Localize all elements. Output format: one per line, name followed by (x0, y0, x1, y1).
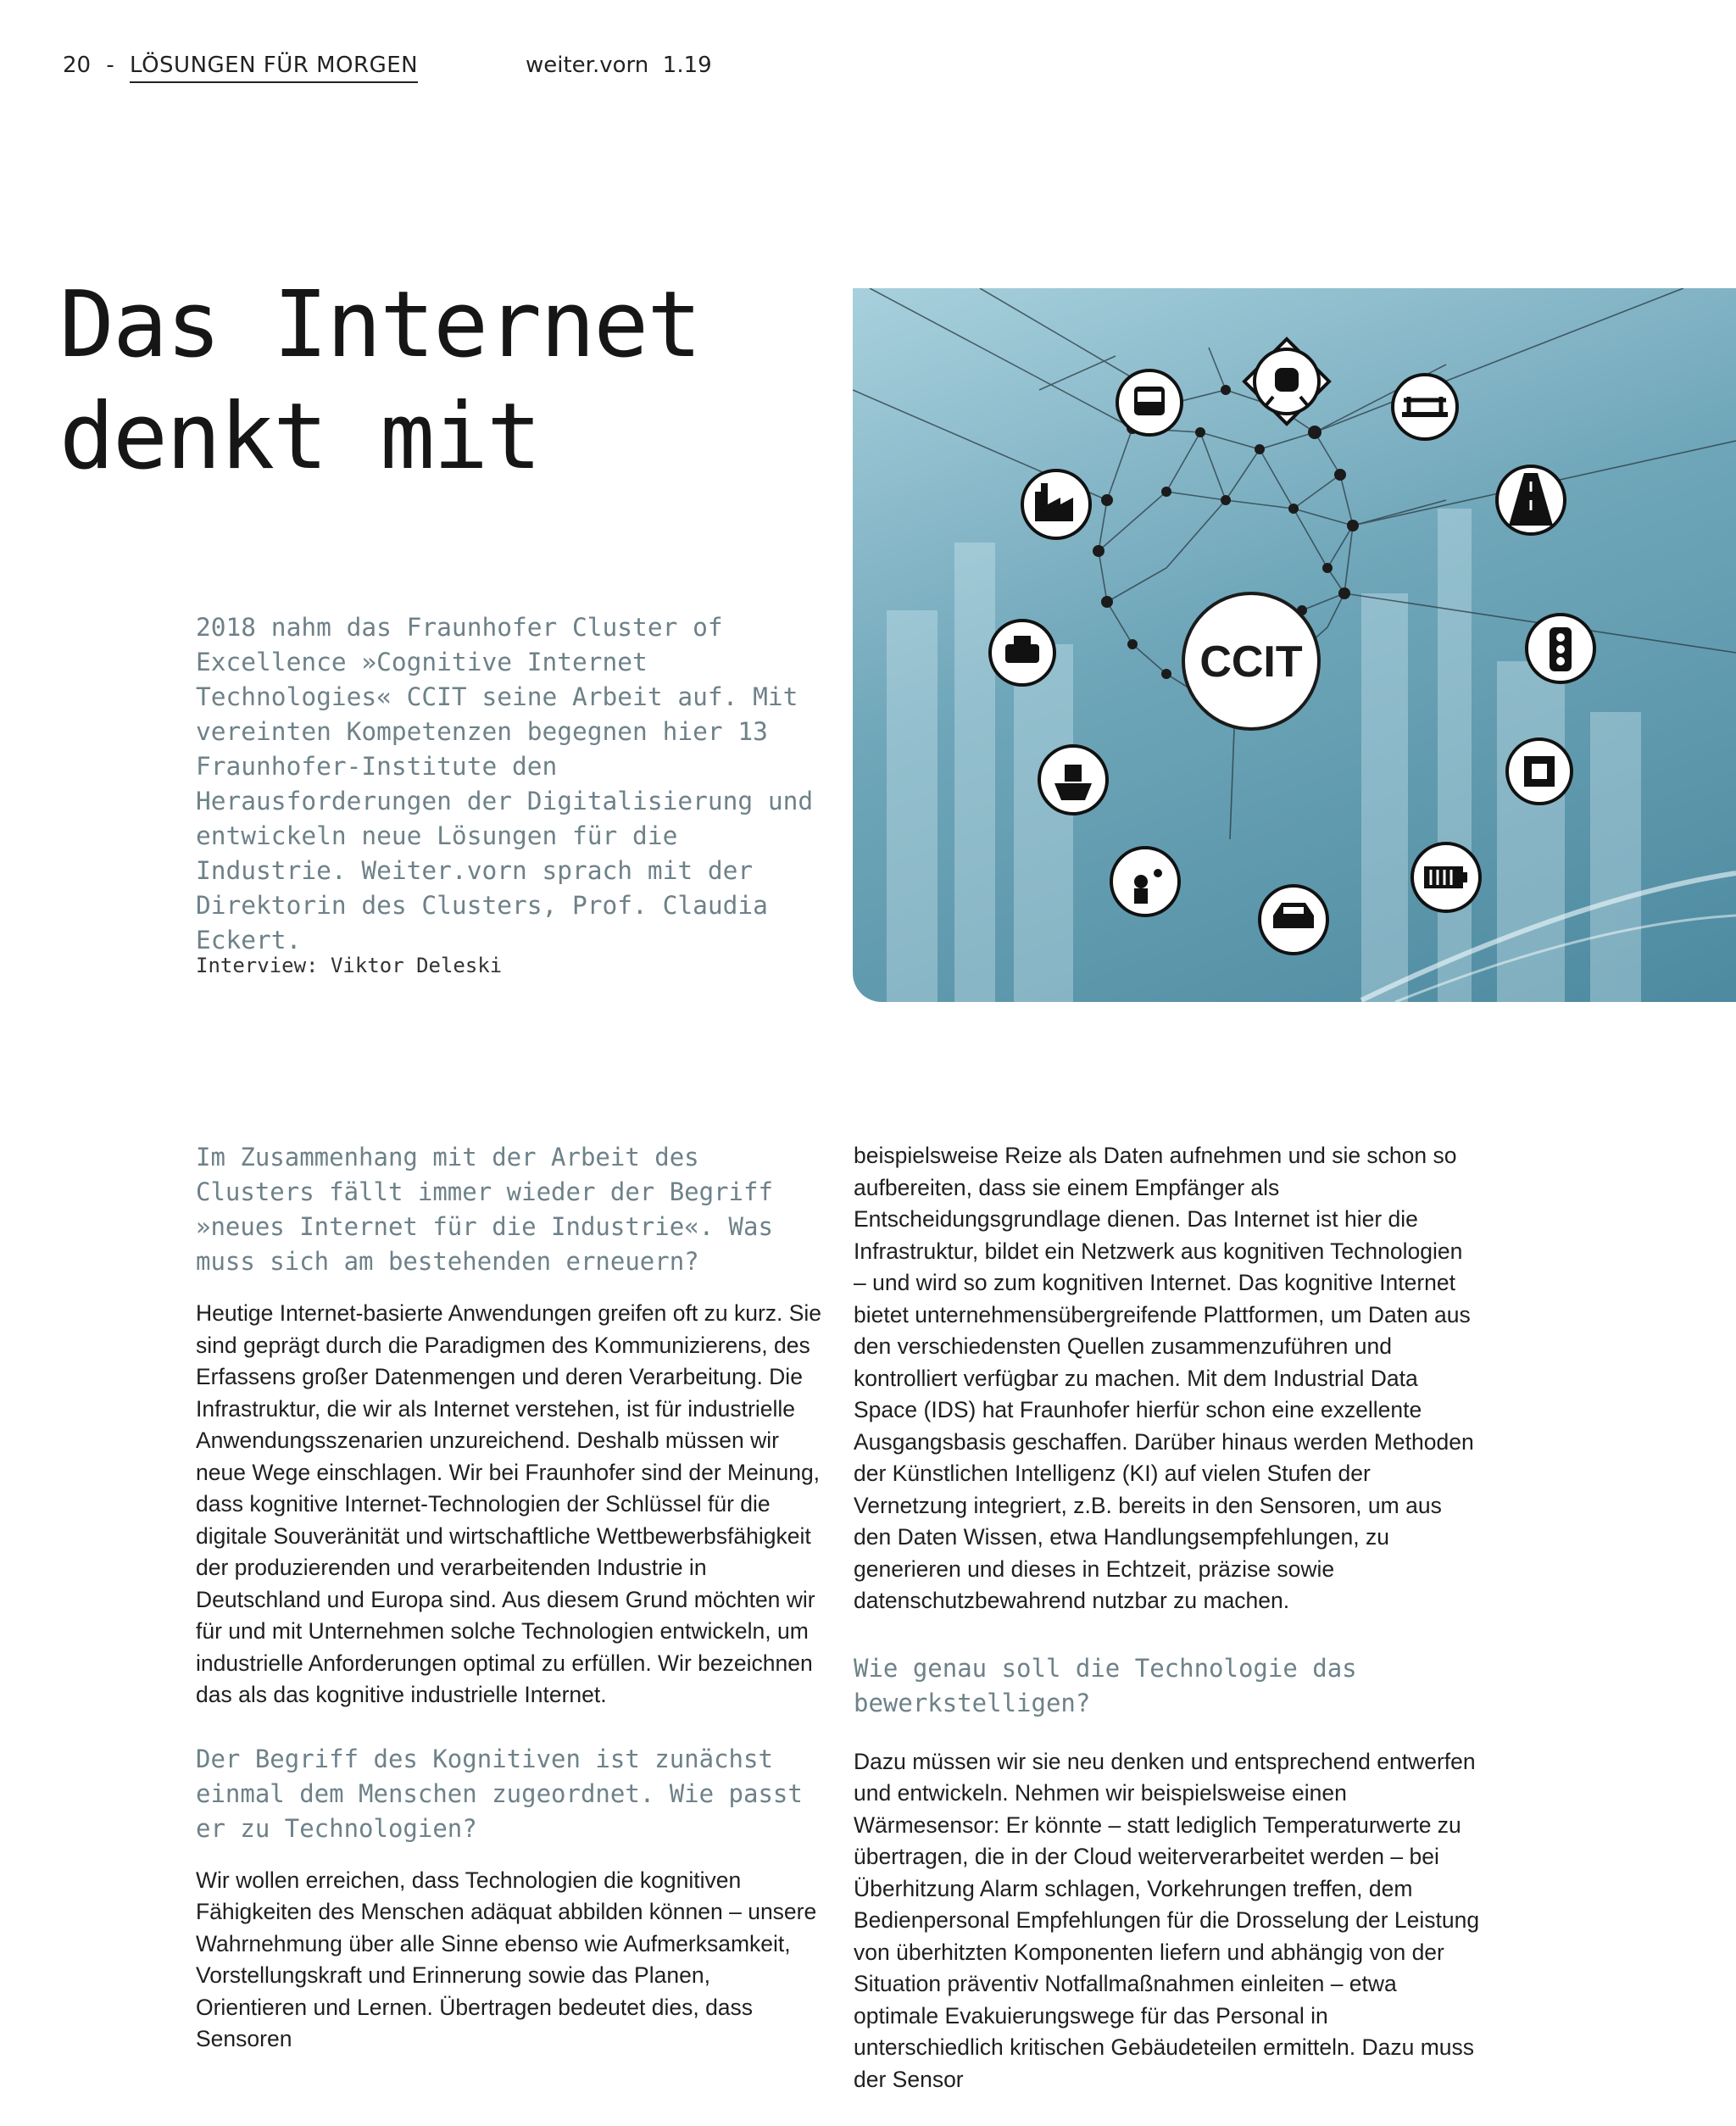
interview-column-left (196, 1140, 823, 2086)
answer-2: Wir wollen erreichen, dass Technologien die kognitiven Fähigkeiten des Menschen adäquat abbilden können – unsere Wahrnehmung über alle Sinne ebenso wie Aufmerksamkeit, Vorstellungskraft und Erinnerung sowie das Planen, Orientieren und Lernen. Übertragen bedeutet dies, dass Sensoren (196, 1867, 817, 2051)
traffic-light-icon (1527, 615, 1594, 682)
ccit-label: CCIT (1199, 637, 1303, 687)
hero-image (853, 288, 1736, 1002)
title-line-1: Das Internet (59, 272, 701, 378)
section-title: LÖSUNGEN FÜR MORGEN (130, 53, 418, 83)
interview-column-right (854, 1140, 1481, 2126)
magazine-issue: weiter.vorn 1.19 (526, 53, 712, 78)
title-line-2: denkt mit (59, 384, 541, 490)
people-icon (1111, 848, 1179, 916)
taxi-icon (990, 621, 1054, 685)
bridge-icon (1393, 375, 1457, 439)
question-2: Der Begriff des Kognitiven ist zunächst einmal dem Menschen zugeordnet. Wie passt er zu Technologien? (196, 1744, 803, 1843)
road-icon (1497, 466, 1565, 534)
train-icon (1244, 339, 1329, 424)
ship-icon (1039, 746, 1107, 814)
battery-icon (1412, 843, 1480, 911)
running-header (63, 53, 418, 78)
question-1: Im Zusammenhang mit der Arbeit des Clusters fällt immer wieder der Begriff »neues Internet für die Industrie«. Was muss sich am bestehenden erneuern? (196, 1143, 773, 1276)
question-3: Wie genau soll die Technologie das bewerkstelligen? (854, 1653, 1357, 1717)
answer-2-continued: beispielsweise Reize als Daten aufnehmen und sie schon so aufbereiten, dass sie einem Empfänger als Entscheidungsgrundlage dienen. Das Internet ist hier die Infrastruktur, bildet ein Netzwerk aus kognitiven Technologien – und wird so zum kognitiven Internet. Das kognitive Internet bietet unternehmensübergreifende Plattformen, um Daten aus den verschiedensten Quellen zusammenzuführen und kontrolliert verfügbar zu machen. Mit dem Industrial Data Space (IDS) hat Fraunhofer hierfür schon eine exzellente Ausgangsbasis geschaffen. Darüber hinaus werden Methoden der Künstlichen Intelligenz (KI) auf vielen Stufen der Vernetzung integriert, z.B. bereits in den Sensoren, um aus den Daten Wissen, etwa Handlungsempfehlungen, zu generieren und dieses in Echtzeit, präzise sowie datenschutzbewahrend nutzbar zu machen. (854, 1143, 1474, 1613)
article-title (59, 270, 822, 493)
ccit-network-illustration (853, 288, 1736, 1002)
answer-3: Dazu müssen wir sie neu denken und entsprechend entwerfen und entwickeln. Nehmen wir beispielsweise einen Wärmesensor: Er könnte – statt lediglich Temperaturwerte zu übertragen, die in der Cloud weiterverarbeitet werden – bei Überhitzung Alarm schlagen, Vorkehrungen treffen, dem Bedienpersonal Empfehlungen für die Drosselung der Leistung von überhitzten Komponenten liefern und abhängig von der Situation präventiv Notfallmaßnahmen einleiten – etwa optimale Evakuierungswege für das Personal in unterschiedlich kritischen Gebäudeteilen ermitteln. Dazu muss der Sensor (854, 1748, 1480, 2092)
answer-1: Heutige Internet-basierte Anwendungen greifen oft zu kurz. Sie sind geprägt durch die Paradigmen des Kommunizierens, des Erfassens großer Datenmengen und deren Verarbeitung. Die Infrastruktur, die wir als Internet verstehen, ist für industrielle Anwendungsszenarien unzureichend. Deshalb müssen wir neue Wege einschlagen. Wir bei Fraunhofer sind der Meinung, dass kognitive Internet-Technologien der Schlüssel für die digitale Souveränität und wirtschaftliche Wettbewerbsfähigkeit der produzierenden und verarbeitenden Industrie in Deutschland und Europa sind. Aus diesem Grund möchten wir für und mit Unternehmen solche Technologien entwickeln, um industrielle Anforderungen optimal zu erfüllen. Wir bezeichnen das als das kognitive industrielle Internet. (196, 1300, 822, 1707)
article-intro: 2018 nahm das Fraunhofer Cluster of Excellence »Cognitive Internet Technologies« CCIT seine Arbeit auf. Mit vereinten Kompetenzen begegnen hier 13 Fraunhofer-Institute den Herausforderungen der Digitalisierung und entwickeln neue Lösungen für die Industrie. Weiter.vorn sprach mit der Direktorin des Clusters, Prof. Claudia Eckert. (196, 613, 814, 954)
car-icon (1260, 886, 1327, 954)
bus-icon (1117, 370, 1182, 435)
page-number: 20 (63, 53, 92, 78)
byline: Interview: Viktor Deleski (196, 954, 503, 977)
factory-icon (1022, 470, 1090, 538)
chip-icon (1507, 739, 1572, 804)
header-separator: - (106, 53, 114, 78)
